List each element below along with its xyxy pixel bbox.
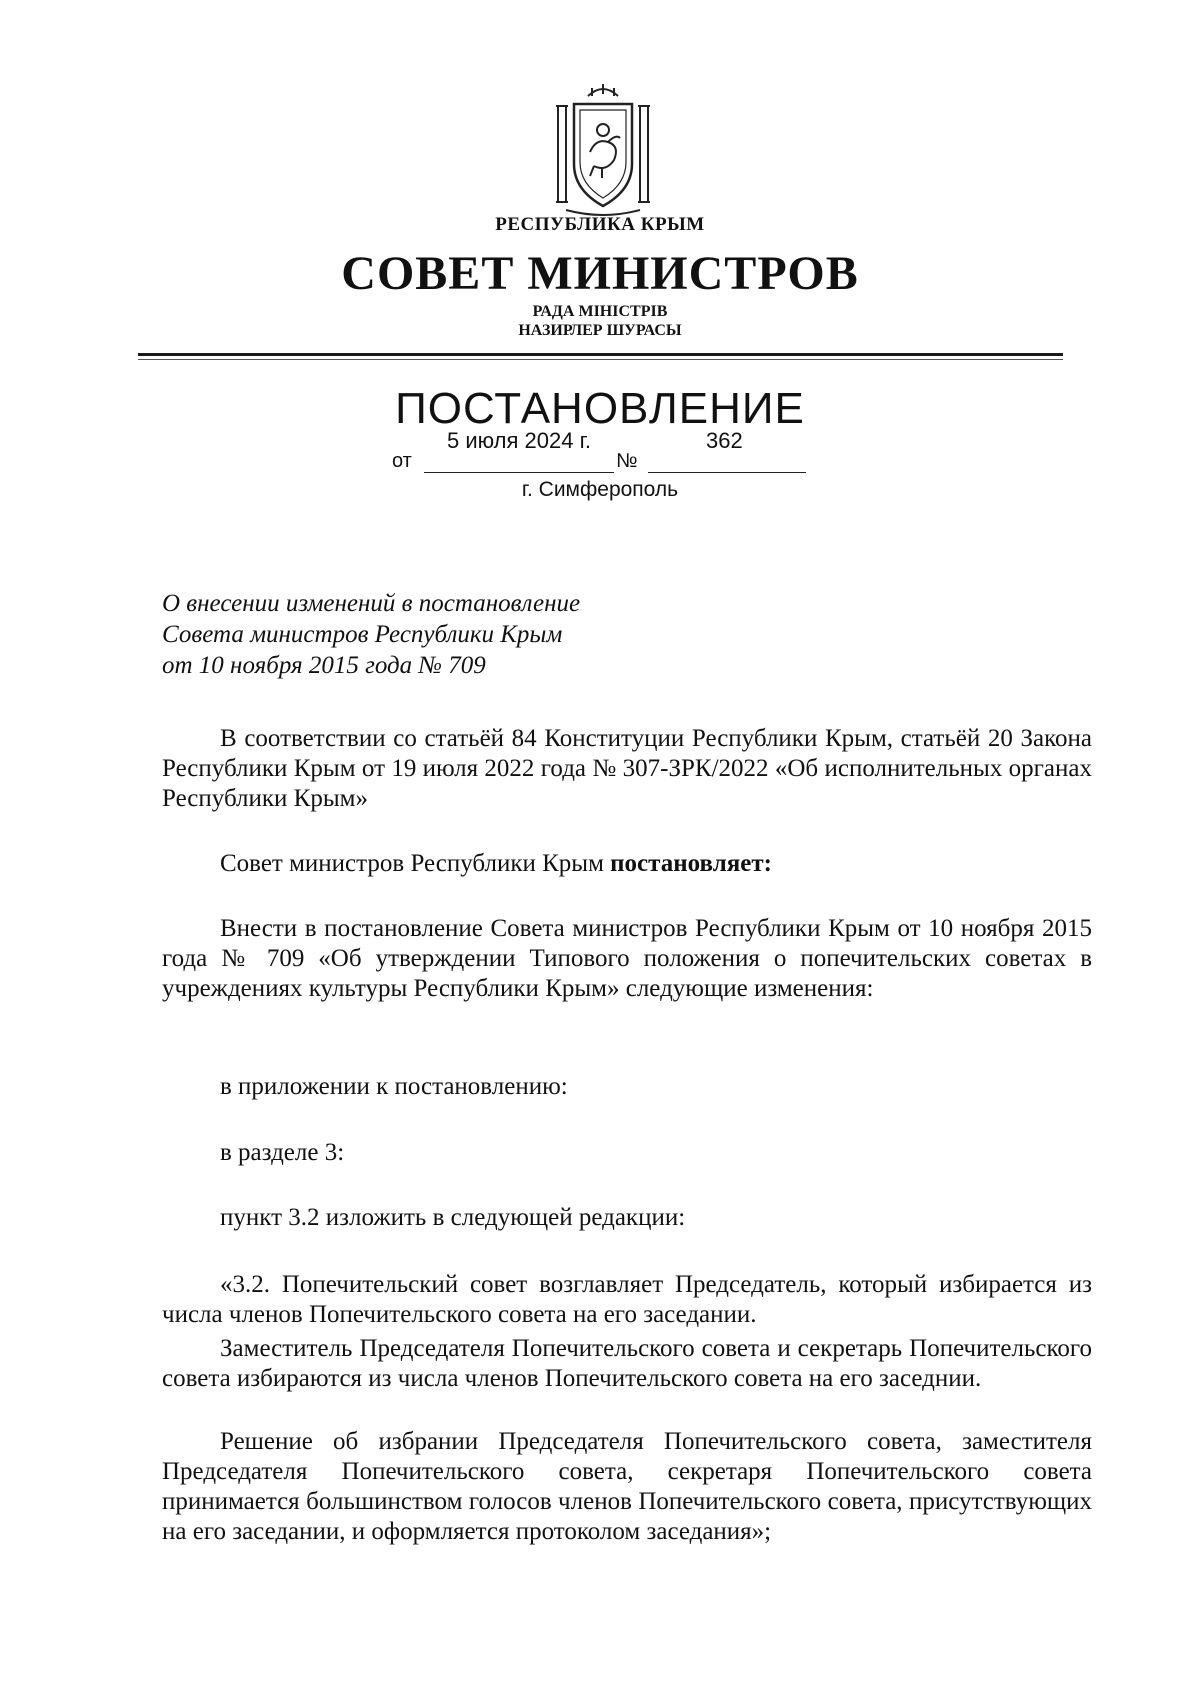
date-label: от (392, 450, 412, 472)
date-underline (424, 472, 614, 473)
council-name: СОВЕТ МИНИСТРОВ (341, 247, 859, 300)
subject-line: О внесении изменений в постановление (162, 590, 581, 617)
decree-number: 362 (706, 428, 743, 453)
document-type: ПОСТАНОВЛЕНИЕ (395, 384, 805, 433)
council-name-alt (0, 302, 1200, 340)
council-name-crimean-tatar: НАЗИРЛЕР ШУРАСЫ (518, 322, 682, 339)
section-paragraph: в разделе 3: (220, 1139, 345, 1166)
clause-text-paragraph: «3.2. Попечительский совет возглавляет Председатель, который избирается из числа членов Попечительского совета на его заседании. (162, 1271, 1092, 1328)
preamble-paragraph: В соответствии со статьёй 84 Конституции Республики Крым, статьёй 20 Закона Республики Крым от 19 июля 2022 года № 307-ЗРК/2022 «Об исполнительных органах Республики Крым» (162, 725, 1092, 812)
number-label: № (616, 450, 638, 472)
header-divider (138, 353, 1063, 356)
number-underline (648, 472, 806, 473)
amendment-paragraph: Внести в постановление Совета министров Республики Крым от 10 ноября 2015 года № 709 «Об утверждении Типового положения о попечительских советах в учреждениях культуры Республики Крым» следующие изменения: (162, 915, 1092, 1002)
clause-text-paragraph: Заместитель Председателя Попечительского совета и секретарь Попечительского совета избираются из числа членов Попечительского совета на его заседнии. (162, 1335, 1092, 1392)
decree-city: г. Симферополь (521, 478, 679, 501)
resolution-paragraph (162, 849, 1092, 879)
appendix-paragraph: в приложении к постановлению: (220, 1073, 568, 1100)
clause-paragraph: пункт 3.2 изложить в следующей редакции: (220, 1204, 686, 1231)
republic-name: РЕСПУБЛИКА КРЫМ (495, 214, 705, 235)
clause-text-paragraph: Решение об избрании Председателя Попечительского совета, заместителя Председателя Попечительского совета, секретаря Попечительского совета принимается большинством голосов членов Попечительского совета, присутствующих на его заседании, и оформляется протоколом заседания»; (162, 1428, 1092, 1545)
resolution-lead: Совет министров Республики Крым (220, 850, 611, 877)
subject-line: от 10 ноября 2015 года № 709 (162, 652, 486, 679)
header-divider-thin (138, 359, 1063, 360)
decree-subject (162, 588, 580, 681)
decree-date: 5 июля 2024 г. (447, 428, 592, 453)
council-name-ukrainian: РАДА МІНІСТРІВ (532, 303, 668, 320)
resolution-keyword: постановляет: (610, 850, 772, 877)
subject-line: Совета министров Республики Крым (162, 621, 563, 648)
coat-of-arms-icon (548, 78, 658, 218)
